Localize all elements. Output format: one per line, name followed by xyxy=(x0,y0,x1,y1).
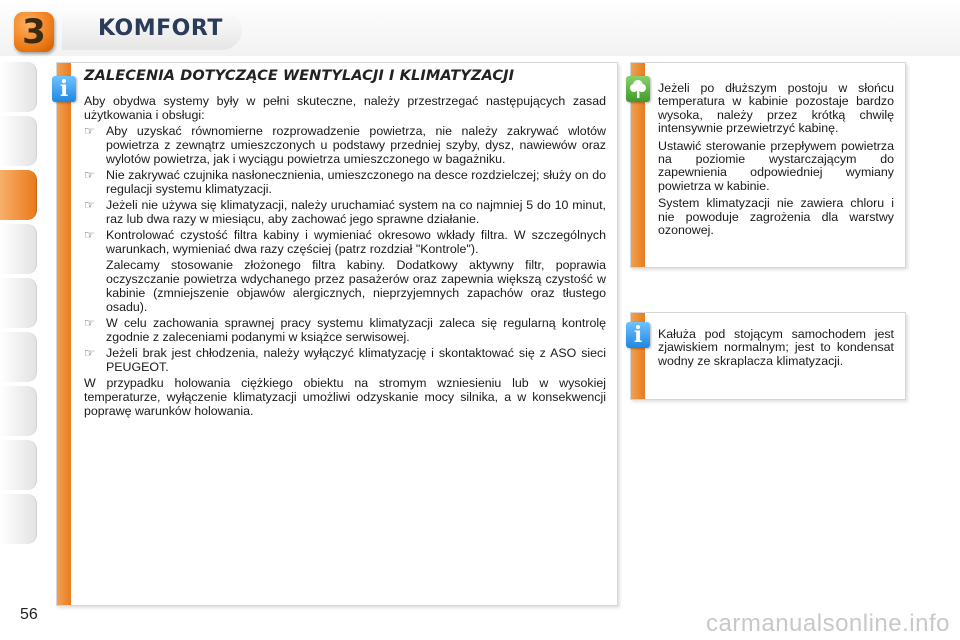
list-item xyxy=(84,346,606,374)
rail-tab-7[interactable] xyxy=(0,386,37,436)
list-item-text: Jeżeli nie używa się klimatyzacji, należy uruchamiać system na co najmniej 5 do 10 minut, raz lub dwa razy w miesiącu, aby zachować jego sprawne działanie. xyxy=(106,198,606,226)
rail-tab-4[interactable] xyxy=(0,224,37,274)
pointing-hand-icon: ☞ xyxy=(84,316,95,330)
eco-paragraph: System klimatyzacji nie zawiera chloru i nie powoduje zagrożenia dla warstwy ozonowej. xyxy=(658,196,894,238)
info-note-text xyxy=(658,328,894,372)
pointing-hand-icon: ☞ xyxy=(84,228,95,242)
intro-paragraph: Aby obydwa systemy były w pełni skuteczne, należy przestrzegać następujących zasad użytkowania i obsługi: xyxy=(84,94,606,122)
rail-tab-1[interactable] xyxy=(0,62,37,112)
panel-accent-strip xyxy=(57,63,71,605)
pointing-hand-icon: ☞ xyxy=(84,198,95,212)
closing-paragraph: W przypadku holowania ciężkiego obiektu na stromym wzniesieniu lub w wysokiej temperaturze, wyłączenie klimatyzacji umożliwi odzyskanie mocy silnika, a w konsekwencji poprawę warunków holowania. xyxy=(84,376,606,418)
rail-tab-2[interactable] xyxy=(0,116,37,166)
eco-tip-text xyxy=(658,82,894,241)
filter-note: Zalecamy stosowanie złożonego filtra kabiny. Dodatkowy aktywny filtr, poprawia oczyszczanie powietrza wdychanego przez pasażerów oraz zapewnia większą czystość w kabinie (zmniejszenie objawów alergicznych, nieprzyjemnych zapachów oraz tłustego osadu). xyxy=(106,258,606,314)
rail-tab-6[interactable] xyxy=(0,332,37,382)
rail-tab-9[interactable] xyxy=(0,494,37,544)
list-item-text: W celu zachowania sprawnej pracy systemu klimatyzacji zaleca się regularną kontrolę zgodnie z zaleceniami podanymi w książce serwisowej. xyxy=(106,316,606,344)
list-item xyxy=(84,168,606,196)
info-icon: i xyxy=(626,322,650,348)
pointing-hand-icon: ☞ xyxy=(84,168,95,182)
rail-tab-5[interactable] xyxy=(0,278,37,328)
list-item-text: Nie zakrywać czujnika nasłonecznienia, umieszczonego na desce rozdzielczej; służy on do regulacji systemu klimatyzacji. xyxy=(106,168,606,196)
eco-paragraph: Ustawić sterowanie przepływem powietrza na poziomie wystarczającym do zapewnienia odpowiedniej wymiany powietrza w kabinie. xyxy=(658,138,894,193)
rail-tab-3-active[interactable] xyxy=(0,170,37,220)
list-item xyxy=(84,124,606,166)
section-heading: ZALECENIA DOTYCZĄCE WENTYLACJI I KLIMATYZACJI xyxy=(84,68,515,84)
pointing-hand-icon: ☞ xyxy=(84,346,95,360)
list-item-text: Jeżeli brak jest chłodzenia, należy wyłączyć klimatyzację i skontaktować się z ASO sieci PEUGEOT. xyxy=(106,346,606,374)
page-number: 56 xyxy=(20,606,38,623)
list-item xyxy=(84,228,606,256)
chapter-badge: 3 xyxy=(14,12,54,52)
chapter-title: KOMFORT xyxy=(98,16,223,41)
pointing-hand-icon: ☞ xyxy=(84,124,95,138)
list-item xyxy=(84,198,606,226)
list-item-text: Aby uzyskać równomierne rozprowadzenie powietrza, nie należy zakrywać wlotów powietrza z zewnątrz umieszczonych u podstawy przedniej szyby, dysz, nawiewów oraz wylotów powietrza, jak i wyciągu powietrza umieszczonego w bagażniku. xyxy=(106,124,606,166)
rail-tab-8[interactable] xyxy=(0,440,37,490)
main-body xyxy=(84,94,606,420)
eco-paragraph: Jeżeli po dłuższym postoju w słońcu temperatura w kabinie pozostaje bardzo wysoka, należy przez krótką chwilę intensywnie przewietrzyć kabinę. xyxy=(658,81,894,136)
watermark: carmanualsonline.info xyxy=(706,610,950,637)
info-paragraph: Kałuża pod stojącym samochodem jest zjawiskiem normalnym; jest to kondensat wodny ze skraplacza klimatyzacji. xyxy=(658,327,894,368)
eco-tree-icon xyxy=(626,76,650,102)
info-icon: i xyxy=(52,76,76,102)
list-item xyxy=(84,316,606,344)
list-item-text: Kontrolować czystość filtra kabiny i wymieniać okresowo wkłady filtra. W szczególnych warunkach, wymieniać dwa razy częściej (patrz rozdział "Kontrole"). xyxy=(106,228,606,256)
